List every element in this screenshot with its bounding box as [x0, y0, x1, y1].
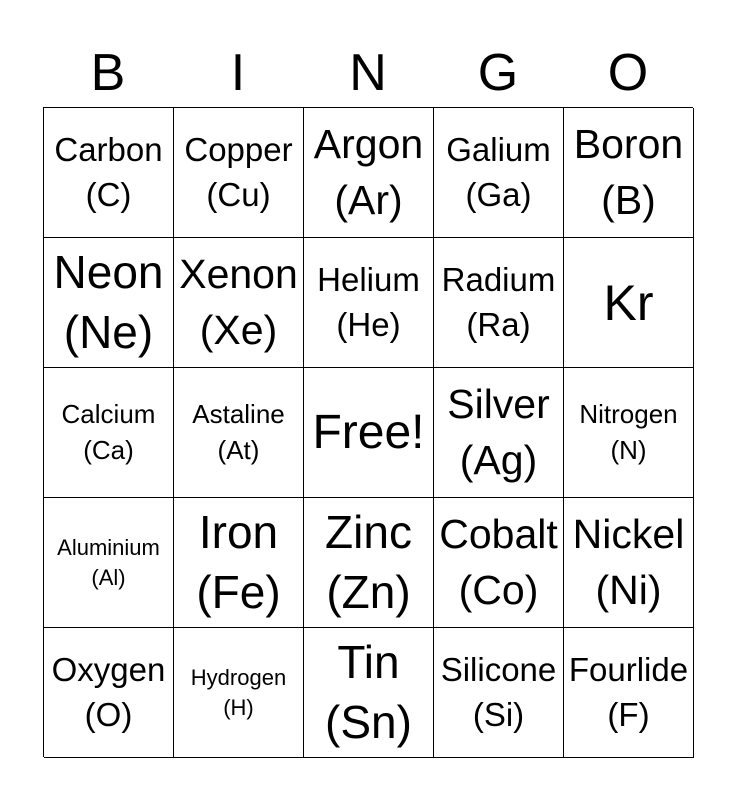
- element-name: Copper: [184, 130, 293, 168]
- header-letter-g: G: [477, 44, 519, 102]
- bingo-cell[interactable]: [44, 498, 174, 628]
- bingo-header: [43, 42, 693, 104]
- element-name: Xenon: [179, 251, 298, 298]
- element-symbol: (Al): [91, 564, 126, 590]
- element-name: Cobalt: [439, 511, 558, 558]
- bingo-cell[interactable]: [564, 238, 694, 368]
- element-name: Oxygen: [51, 650, 166, 688]
- element-symbol: (C): [85, 175, 132, 213]
- bingo-cell[interactable]: [434, 368, 564, 498]
- element-name: Astaline: [192, 399, 285, 430]
- element-name: Fourlide: [568, 650, 689, 688]
- bingo-cell[interactable]: [174, 108, 304, 238]
- element-name: Neon: [53, 245, 164, 298]
- element-symbol: (Xe): [199, 306, 278, 353]
- element-symbol: (He): [336, 305, 401, 343]
- bingo-cell[interactable]: [564, 368, 694, 498]
- bingo-cell[interactable]: [434, 498, 564, 628]
- element-symbol: (Co): [458, 566, 539, 613]
- element-symbol: (Ra): [466, 305, 531, 343]
- element-name: Hydrogen: [190, 664, 287, 690]
- element-symbol: (Sn): [325, 695, 412, 748]
- element-symbol: (O): [84, 695, 133, 733]
- element-name: Boron: [573, 121, 684, 168]
- bingo-cell[interactable]: [564, 628, 694, 758]
- element-symbol: (B): [601, 176, 656, 223]
- element-name: Galium: [446, 130, 551, 168]
- element-symbol: (Ar): [334, 176, 403, 223]
- bingo-cell[interactable]: [174, 498, 304, 628]
- element-name: Argon: [313, 121, 424, 168]
- bingo-cell[interactable]: [304, 628, 434, 758]
- bingo-cell[interactable]: [564, 108, 694, 238]
- element-name: Silicone: [440, 650, 557, 688]
- bingo-cell[interactable]: [44, 238, 174, 368]
- element-name: Silver: [447, 381, 550, 428]
- element-name: Radium: [441, 260, 556, 298]
- element-name: Carbon: [54, 130, 163, 168]
- element-name: Calcium: [61, 399, 156, 430]
- element-name: Iron: [198, 505, 279, 558]
- element-symbol: (Ne): [63, 305, 154, 358]
- bingo-cell[interactable]: [174, 368, 304, 498]
- header-letter-o: O: [607, 44, 649, 102]
- header-letter-i: I: [230, 44, 246, 102]
- element-symbol: (Ni): [595, 566, 662, 613]
- element-symbol: (Ca): [83, 434, 134, 465]
- element-name: Zinc: [325, 505, 412, 558]
- bingo-cell[interactable]: [44, 368, 174, 498]
- bingo-cell[interactable]: [564, 498, 694, 628]
- element-name: Nickel: [572, 511, 685, 558]
- bingo-cell[interactable]: [174, 628, 304, 758]
- bingo-card-grid: [43, 107, 693, 757]
- element-name: Nitrogen: [579, 399, 678, 430]
- header-letter-n: N: [349, 44, 387, 102]
- element-name: Tin: [337, 635, 400, 688]
- bingo-cell[interactable]: [304, 498, 434, 628]
- bingo-cell[interactable]: [434, 108, 564, 238]
- bingo-cell[interactable]: [174, 238, 304, 368]
- element-symbol: (Fe): [196, 565, 281, 618]
- element-name: Aluminium: [57, 534, 160, 560]
- element-symbol: (Si): [472, 695, 525, 733]
- element-name: Helium: [317, 260, 420, 298]
- free-space-cell[interactable]: [304, 368, 434, 498]
- bingo-cell[interactable]: [434, 628, 564, 758]
- element-symbol: (At): [217, 434, 260, 465]
- element-symbol: (F): [607, 695, 650, 733]
- free-space-label: Free!: [312, 405, 425, 459]
- element-symbol: (Ag): [459, 436, 538, 483]
- bingo-cell[interactable]: [434, 238, 564, 368]
- bingo-cell[interactable]: [304, 238, 434, 368]
- element-symbol: (Cu): [206, 175, 271, 213]
- element-symbol: (Zn): [326, 565, 411, 618]
- bingo-cell[interactable]: [304, 108, 434, 238]
- element-symbol: (Ga): [465, 175, 532, 213]
- bingo-cell[interactable]: [44, 628, 174, 758]
- element-symbol: (N): [610, 434, 647, 465]
- bingo-cell[interactable]: [44, 108, 174, 238]
- element-symbol: (H): [223, 694, 254, 720]
- header-letter-b: B: [90, 44, 126, 102]
- element-name: Kr: [603, 274, 654, 331]
